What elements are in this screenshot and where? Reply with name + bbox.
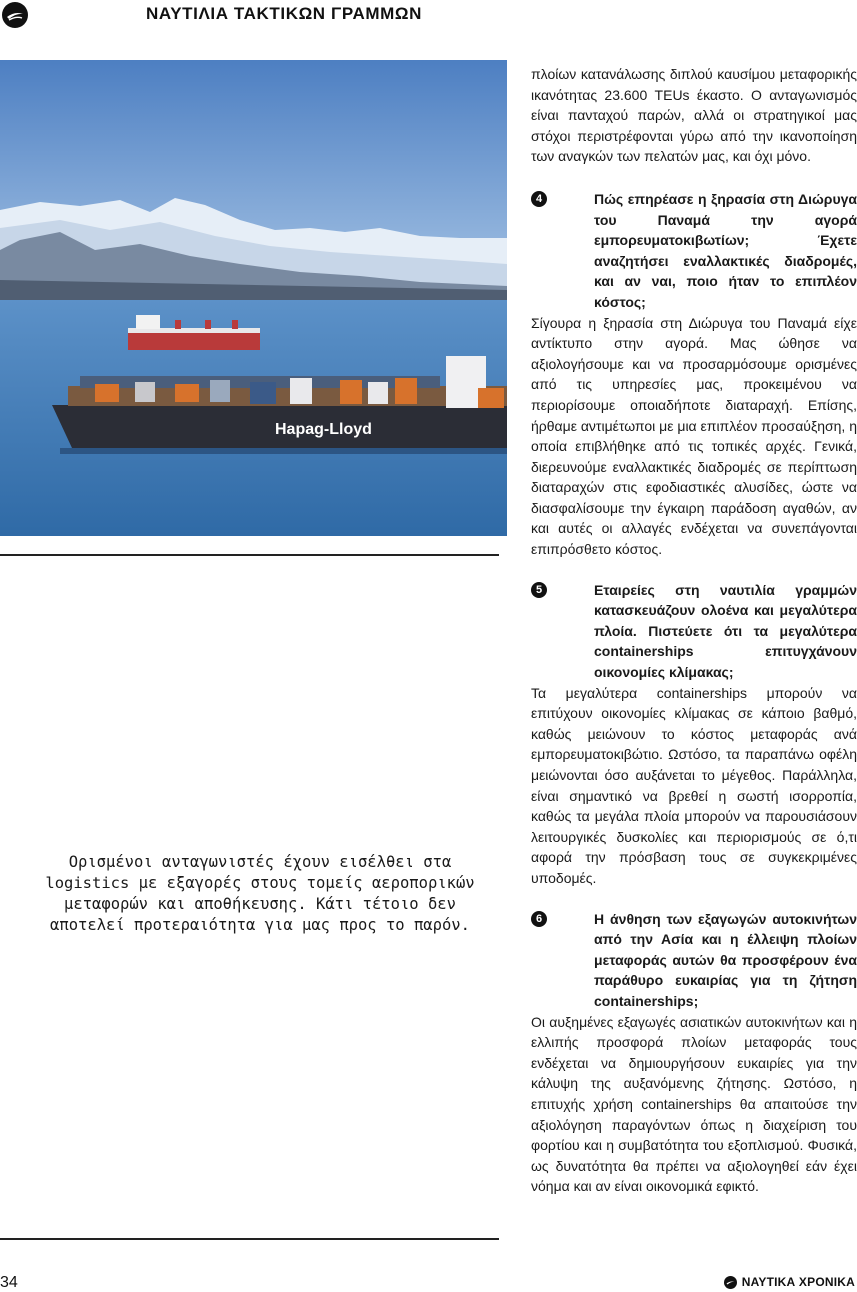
question-text: Πώς επηρέασε η ξηρασία στη Διώρυγα του Παναμά την αγορά εμπορευματοκιβωτίων; Έχετε αναζητήσει εναλλακτικές διαδρομές, και αν ναι, ποιο ήταν το επιπλέον κόστος; xyxy=(594,190,857,310)
question-number-badge: 5 xyxy=(531,582,547,598)
divider-bottom xyxy=(0,1238,499,1240)
article-intro: πλοίων κατανάλωσης διπλού καυσίμου μεταφορικής ικανότητας 23.600 TEUs έκαστο. Ο ανταγωνισμός είναι πανταχού παρών, αλλά οι στρατηγικοί μας στόχοι περιστρέφονται γύρω από την ικανοποίηση των αναγκών των πελατών μας, και όχι μόνο. xyxy=(531,66,857,165)
publication-brand xyxy=(724,1275,855,1289)
brand-logo-icon xyxy=(2,2,28,28)
qa-block xyxy=(531,580,857,889)
answer-text: Σίγουρα η ξηρασία στη Διώρυγα του Παναμά είχε αντίκτυπο στην αγορά. Μας ώθησε να αξιολογήσουμε και να προσαρμόσουμε ορισμένες από τις υπηρεσίες μας, προκειμένου να περιορίσουμε οποιαδήποτε διαταραχή. Επίσης, ήρθαμε αντιμέτωποι με μια επιπλέον προσαύξηση, η οποία επιβλήθηκε από τις τοπικές αρχές. Γενικά, διερευνούμε εναλλακτικές διαδρομές σε περίπτωση διαταραχών στις εφοδιαστικές αλυσίδες, ώστε να διασφαλίσουμε την έγκαιρη παράδοση αγαθών, αν και αυτές οι αλλαγές ενδέχεται να συνεπάγονται επιπρόσθετο κόστος. xyxy=(531,314,857,558)
container-ship-photo xyxy=(0,60,507,536)
page-number: 34 xyxy=(0,1274,18,1291)
answer-text: Τα μεγαλύτερα containerships μπορούν να επιτύχουν οικονομίες κλίμακας σε κάποιο βαθμό, καθώς μειώνουν το κόστος μεταφοράς ανά εμπορευματοκιβώτιο. Ωστόσο, τα παραπάνω οφέλη μειώνονται όσο αυξάνεται το μέγεθος. Παράλληλα, είναι σημαντικό να βρεθεί η σωστή ισορροπία, καθώς τα μεγάλα πλοία μπορούν να παρουσιάσουν λειτουργικές δυσκολίες και περιορισμούς σε ό,τι αφορά την πρόσβαση τους σε συγκεκριμένες υποδομές. xyxy=(531,684,857,886)
ship-hull-lettering: Hapag-Lloyd xyxy=(275,421,372,438)
answer-text: Οι αυξημένες εξαγωγές ασιατικών αυτοκινήτων και η ελλιπής προσφορά πλοίων μεταφοράς τους ενδέχεται να δημιουργήσουν ευκαιρίες για την κάλυψη της αυξανόμενης ζήτησης. Ωστόσο, η επιτυχής χρήση containerships θα απαιτούσε την αξιολόγηση παραγόντων όπως η διαχείριση του φορτίου και η συμβατότητα του εξοπλισμού. Φυσικά, ως δυνατότητα θα πρέπει να αξιολογηθεί εάν έχει νόημα και αν είναι οικονομικά εφικτό. xyxy=(531,1013,857,1195)
question-text: Η άνθηση των εξαγωγών αυτοκινήτων από την Ασία και η έλλειψη πλοίων μεταφοράς αυτών θα προσφέρουν ένα παράθυρο ευκαιρίας για τη ζήτηση containerships; xyxy=(594,910,857,1009)
publication-logo-icon xyxy=(724,1276,737,1289)
question-number-badge: 6 xyxy=(531,911,547,927)
section-title: ΝΑΥΤΙΛΙΑ ΤΑΚΤΙΚΩΝ ΓΡΑΜΜΩΝ xyxy=(146,4,423,23)
qa-block xyxy=(531,189,857,560)
qa-block xyxy=(531,909,857,1197)
question-text: Εταιρείες στη ναυτιλία γραμμών κατασκευάζουν ολοένα και μεγαλύτερα πλοία. Πιστεύετε ότι τα μεγαλύτερα containerships επιτυγχάνουν οικονομίες κλίμακας; xyxy=(594,581,857,681)
pull-quote: Ορισμένοι ανταγωνιστές έχουν εισέλθει στα logistics με εξαγορές στους τομείς αεροπορικών μεταφορών και αποθήκευσης. Κάτι τέτοιο δεν αποτελεί προτεραιότητα για μας προς το παρόν. xyxy=(45,853,475,934)
question-number-badge: 4 xyxy=(531,191,547,207)
article-column xyxy=(531,64,857,1197)
divider-top xyxy=(0,554,499,556)
publication-name: ΝΑΥΤΙΚΑ ΧΡΟΝΙΚΑ xyxy=(741,1275,855,1289)
